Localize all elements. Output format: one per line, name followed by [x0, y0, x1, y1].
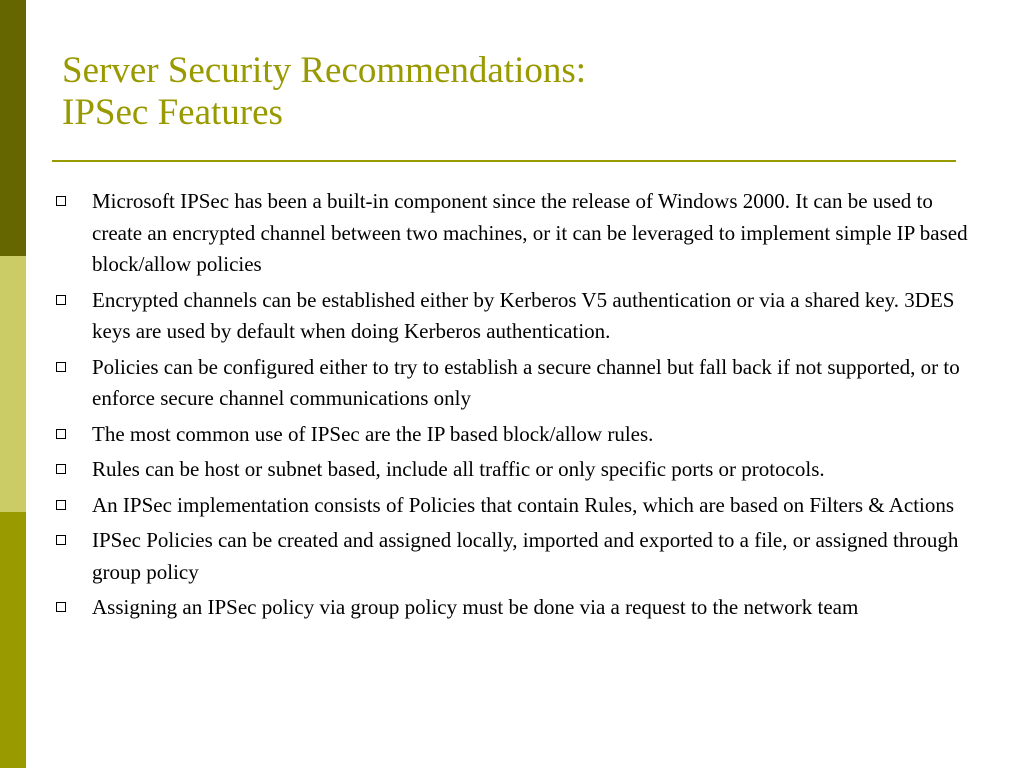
- sidebar-band-top: [0, 0, 26, 256]
- hollow-square-bullet-icon: [56, 295, 66, 305]
- slide-title: [62, 50, 586, 134]
- bullet-text: Rules can be host or subnet based, include all traffic or only specific ports or protocols.: [92, 457, 825, 481]
- bullet-list: [56, 186, 976, 628]
- bullet-text: Microsoft IPSec has been a built-in component since the release of Windows 2000. It can be used to create an encrypted channel between two machines, or it can be leveraged to implement simple IP based block/allow policies: [92, 189, 968, 276]
- bullet-item: [56, 454, 976, 486]
- bullet-item: [56, 490, 976, 522]
- bullet-item: [56, 352, 976, 415]
- sidebar-band-bottom: [0, 512, 26, 768]
- bullet-item: [56, 419, 976, 451]
- hollow-square-bullet-icon: [56, 362, 66, 372]
- bullet-text: Policies can be configured either to try to establish a secure channel but fall back if not supported, or to enforce secure channel communications only: [92, 354, 960, 410]
- hollow-square-bullet-icon: [56, 429, 66, 439]
- hollow-square-bullet-icon: [56, 464, 66, 474]
- sidebar-band-middle: [0, 256, 26, 512]
- hollow-square-bullet-icon: [56, 196, 66, 206]
- slide-title-line-2: IPSec Features: [62, 92, 283, 133]
- bullet-item: [56, 285, 976, 348]
- title-divider: [52, 160, 956, 162]
- bullet-text: Encrypted channels can be established either by Kerberos V5 authentication or via a shared key. 3DES keys are used by default when doing Kerberos authentication.: [92, 287, 955, 343]
- bullet-text: The most common use of IPSec are the IP based block/allow rules.: [92, 421, 654, 446]
- hollow-square-bullet-icon: [56, 500, 66, 510]
- slide-title-line-1: Server Security Recommendations:: [62, 50, 587, 91]
- bullet-text: IPSec Policies can be created and assigned locally, imported and exported to a file, or assigned through group policy: [92, 528, 959, 584]
- bullet-text: An IPSec implementation consists of Policies that contain Rules, which are based on Filters & Actions: [92, 492, 955, 517]
- hollow-square-bullet-icon: [56, 602, 66, 612]
- bullet-item: [56, 186, 976, 281]
- bullet-item: [56, 592, 976, 624]
- bullet-text: Assigning an IPSec policy via group policy must be done via a request to the network team: [92, 595, 859, 619]
- bullet-item: [56, 525, 976, 588]
- hollow-square-bullet-icon: [56, 535, 66, 545]
